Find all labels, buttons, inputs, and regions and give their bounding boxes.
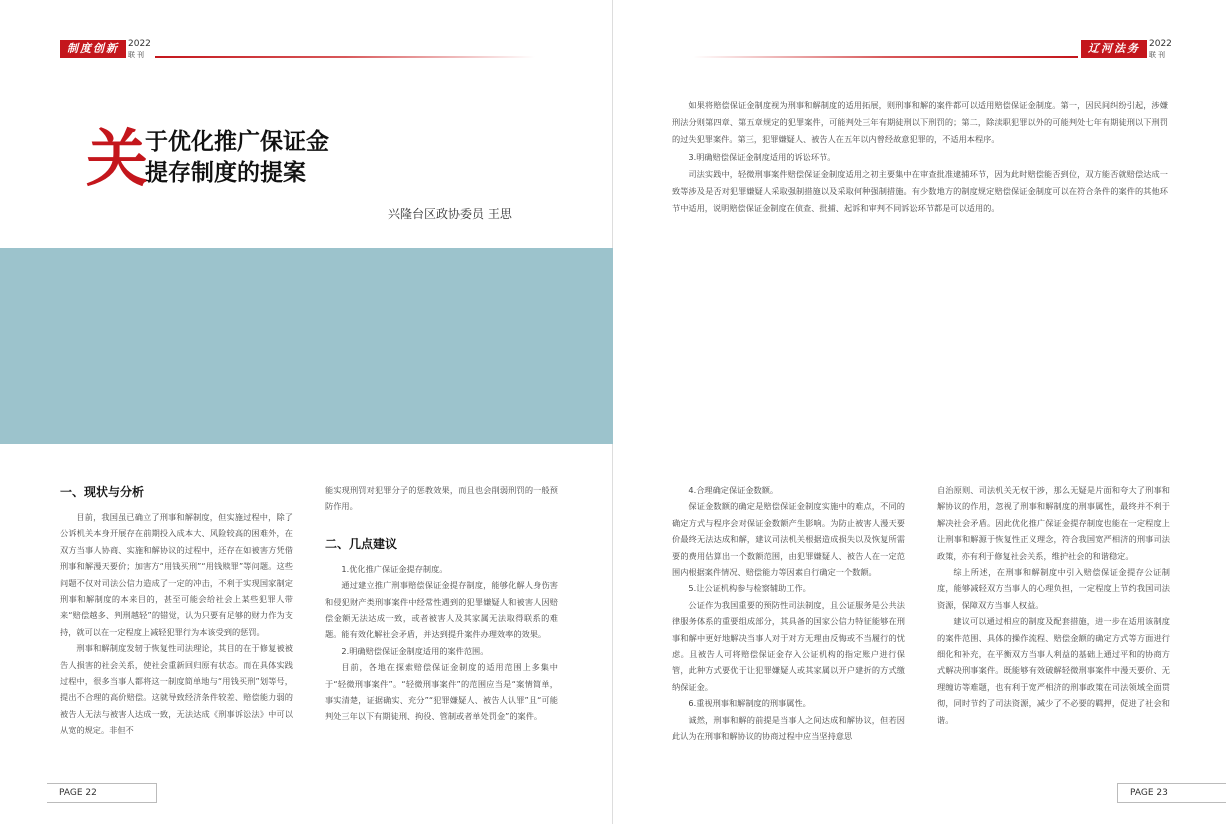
paragraph: 保证金数额的确定是赔偿保证金制度实施中的难点，不同的确定方式与程序会对保证金数额产生影响。为防止被害人漫天要价最终无法达成和解，建议司法机关根据造成损失以及恢复所需要的费用估算出一个数额范围，由犯罪嫌疑人、被告人在一定范围内根据案件情况、赔偿能力等因素自行确定一个数额。 [672,501,905,578]
header-year: 2022 [1149,39,1172,49]
paragraph: 3.明确赔偿保证金制度适用的诉讼环节。 [688,151,836,162]
column-4 [937,482,1170,728]
paragraph: 自治原则、司法机关无权干涉，那么无疑是片面和夸大了刑事和解协议的作用，忽视了刑事和解制度的刑事属性，最终并不利于解决社会矛盾。因此优化推广保证金提存制度也能在一定程度上让刑事和解源于恢复性正义理念，符合我国宽严相济的刑事司法政策，亦有利于修复社会关系，维护社会的和谐稳定。 [937,485,1170,561]
column-2 [325,482,558,725]
section-heading-1: 一、现状与分析 [60,485,145,499]
header-rule [155,56,535,58]
paragraph: 综上所述，在刑事和解制度中引入赔偿保证金提存公证制度，能够减轻双方当事人的心理负担，一定程度上节约我国司法资源，保障双方当事人权益。 [937,567,1170,610]
column-3 [672,482,905,745]
paragraph: 目前，各地在探索赔偿保证金制度的适用范围上多集中于“轻微刑事案件”。“轻微刑事案件”的范围应当是“案情简单，事实清楚，证据确实、充分”“犯罪嫌疑人、被告人认罪”且“可能判处三年以下有期徒刑、拘役、管制或者单处罚金”的案件。 [325,662,558,722]
paragraph: 刑事和解制度发轫于恢复性司法理论，其目的在于修复被被告人损害的社会关系，使社会重新回归原有状态。而在具体实践过程中，很多当事人都将这一制度简单地与“用钱买刑”划等号，提出不合理的高价赔偿。这就导致经济条件较差、赔偿能力弱的被告人无法与被害人达成一致，无法达成《刑事诉讼法》中可以从宽的规定。非但不 [60,643,293,736]
page-number-right: PAGE 23 [1117,783,1226,803]
author-byline: 兴隆台区政协委员 王思 [388,207,512,221]
title-initial: 关 [86,122,149,195]
paragraph: 公证作为我国重要的预防性司法制度，且公证服务是公共法律服务体系的重要组成部分，其具备的国家公信力特征能够在刑事和解中更好地解决当事人对于对方无理由反悔或不当履行的忧虑。且被告人可将赔偿保证金存入公证机构的指定账户进行保管，此种方式要优于让犯罪嫌疑人或其家属以开户建折的方式缴纳保证金。 [672,599,905,692]
header-kan: 联刊 [128,51,146,59]
title-line-1: 于优化推广保证金 [145,129,329,155]
header-kan: 联刊 [1149,51,1167,59]
column-1 [60,482,293,739]
right-page [613,0,1226,824]
paragraph: 4.合理确定保证金数额。 [688,485,779,495]
teal-band [0,248,613,444]
header-rule [693,56,1078,58]
paragraph: 通过建立推广刑事赔偿保证金提存制度，能够化解人身伤害和侵犯财产类刑事案件中经常性遇到的犯罪嫌疑人和被害人因赔偿金额无法达成一致，或者被害人及其家属无法取得联系的难题。能有效化解社会矛盾，并达到提升案件办理效率的效果。 [325,580,558,640]
paragraph: 目前，我国虽已确立了刑事和解制度，但实施过程中，除了公诉机关本身开展存在前期投入成本大、风险较高的困难外，在双方当事人协商、实施和解协议的过程中，还存在如被害方凭借刑事和解漫天要价；加害方“用钱买刑”“用钱赎罪”等问题。这些问题不仅对司法公信力造成了一定的冲击，不利于实现国家制定刑事和解制度的本来目的，甚至可能会给社会上某些犯罪人带来“赔偿越多、判刑越轻”的错觉，认为只要有足够的财力作为支持，就可以在一定程度上减轻犯罪行为本该受到的惩罚。 [60,512,293,637]
paragraph: 建议可以通过相应的制度及配套措施，进一步在适用该制度的案件范围、具体的操作流程、赔偿金额的确定方式等方面进行细化和补充，在平衡双方当事人利益的基础上通过平和的协商方式解决刑事案件。既能够有效破解轻微刑事案件中漫天要价、无理缠访等难题，也有利于宽严相济的刑事政策在司法领域全面贯彻，同时节约了司法资源，减少了不必要的羁押，促进了社会和谐。 [937,616,1170,725]
paragraph: 6.重视刑事和解制度的刑事属性。 [688,698,811,709]
paragraph: 司法实践中，轻微刑事案件赔偿保证金制度适用之初主要集中在审查批准逮捕环节，因为此时赔偿能否到位，双方能否就赔偿达成一致等涉及是否对犯罪嫌疑人采取强制措施以及采取何种强制措施。有少数地方的制度规定赔偿保证金制度可以在符合条件的案件的其他环节中适用，说明赔偿保证金制度在侦查、批捕、起诉和审判不同诉讼环节都是可以适用的。 [672,168,1168,214]
paragraph: 2.明确赔偿保证金制度适用的案件范围。 [341,645,489,656]
section-badge: 辽河法务 [1081,40,1147,58]
page-number-left: PAGE 22 [47,783,157,803]
paragraph: 诚然，刑事和解的前提是当事人之间达成和解协议，但若因此认为在刑事和解协议的协商过程中应当坚持意思 [672,714,905,742]
paragraph: 能实现刑罚对犯罪分子的惩教效果，而且也会削弱刑罚的一般预防作用。 [325,485,558,512]
header-year: 2022 [128,39,151,49]
section-badge: 制度创新 [60,40,126,58]
section-heading-2: 二、几点建议 [325,536,398,551]
paragraph: 如果将赔偿保证金制度视为刑事和解制度的适用拓展，则刑事和解的案件都可以适用赔偿保证金制度。第一，因民间纠纷引起，涉嫌刑法分则第四章、第五章规定的犯罪案件，可能判处三年有期徒刑以下刑罚的；第二，除渎职犯罪以外的可能判处七年有期徒刑以下刑罚的过失犯罪案件。第三，犯罪嫌疑人、被告人在五年以内曾经故意犯罪的，不适用本程序。 [672,100,1168,145]
top-right-text [672,97,1168,217]
title-line-2: 提存制度的提案 [145,160,306,186]
paragraph: 5.让公证机构参与检察辅助工作。 [688,583,811,594]
paragraph: 1.优化推广保证金提存制度。 [341,563,448,574]
